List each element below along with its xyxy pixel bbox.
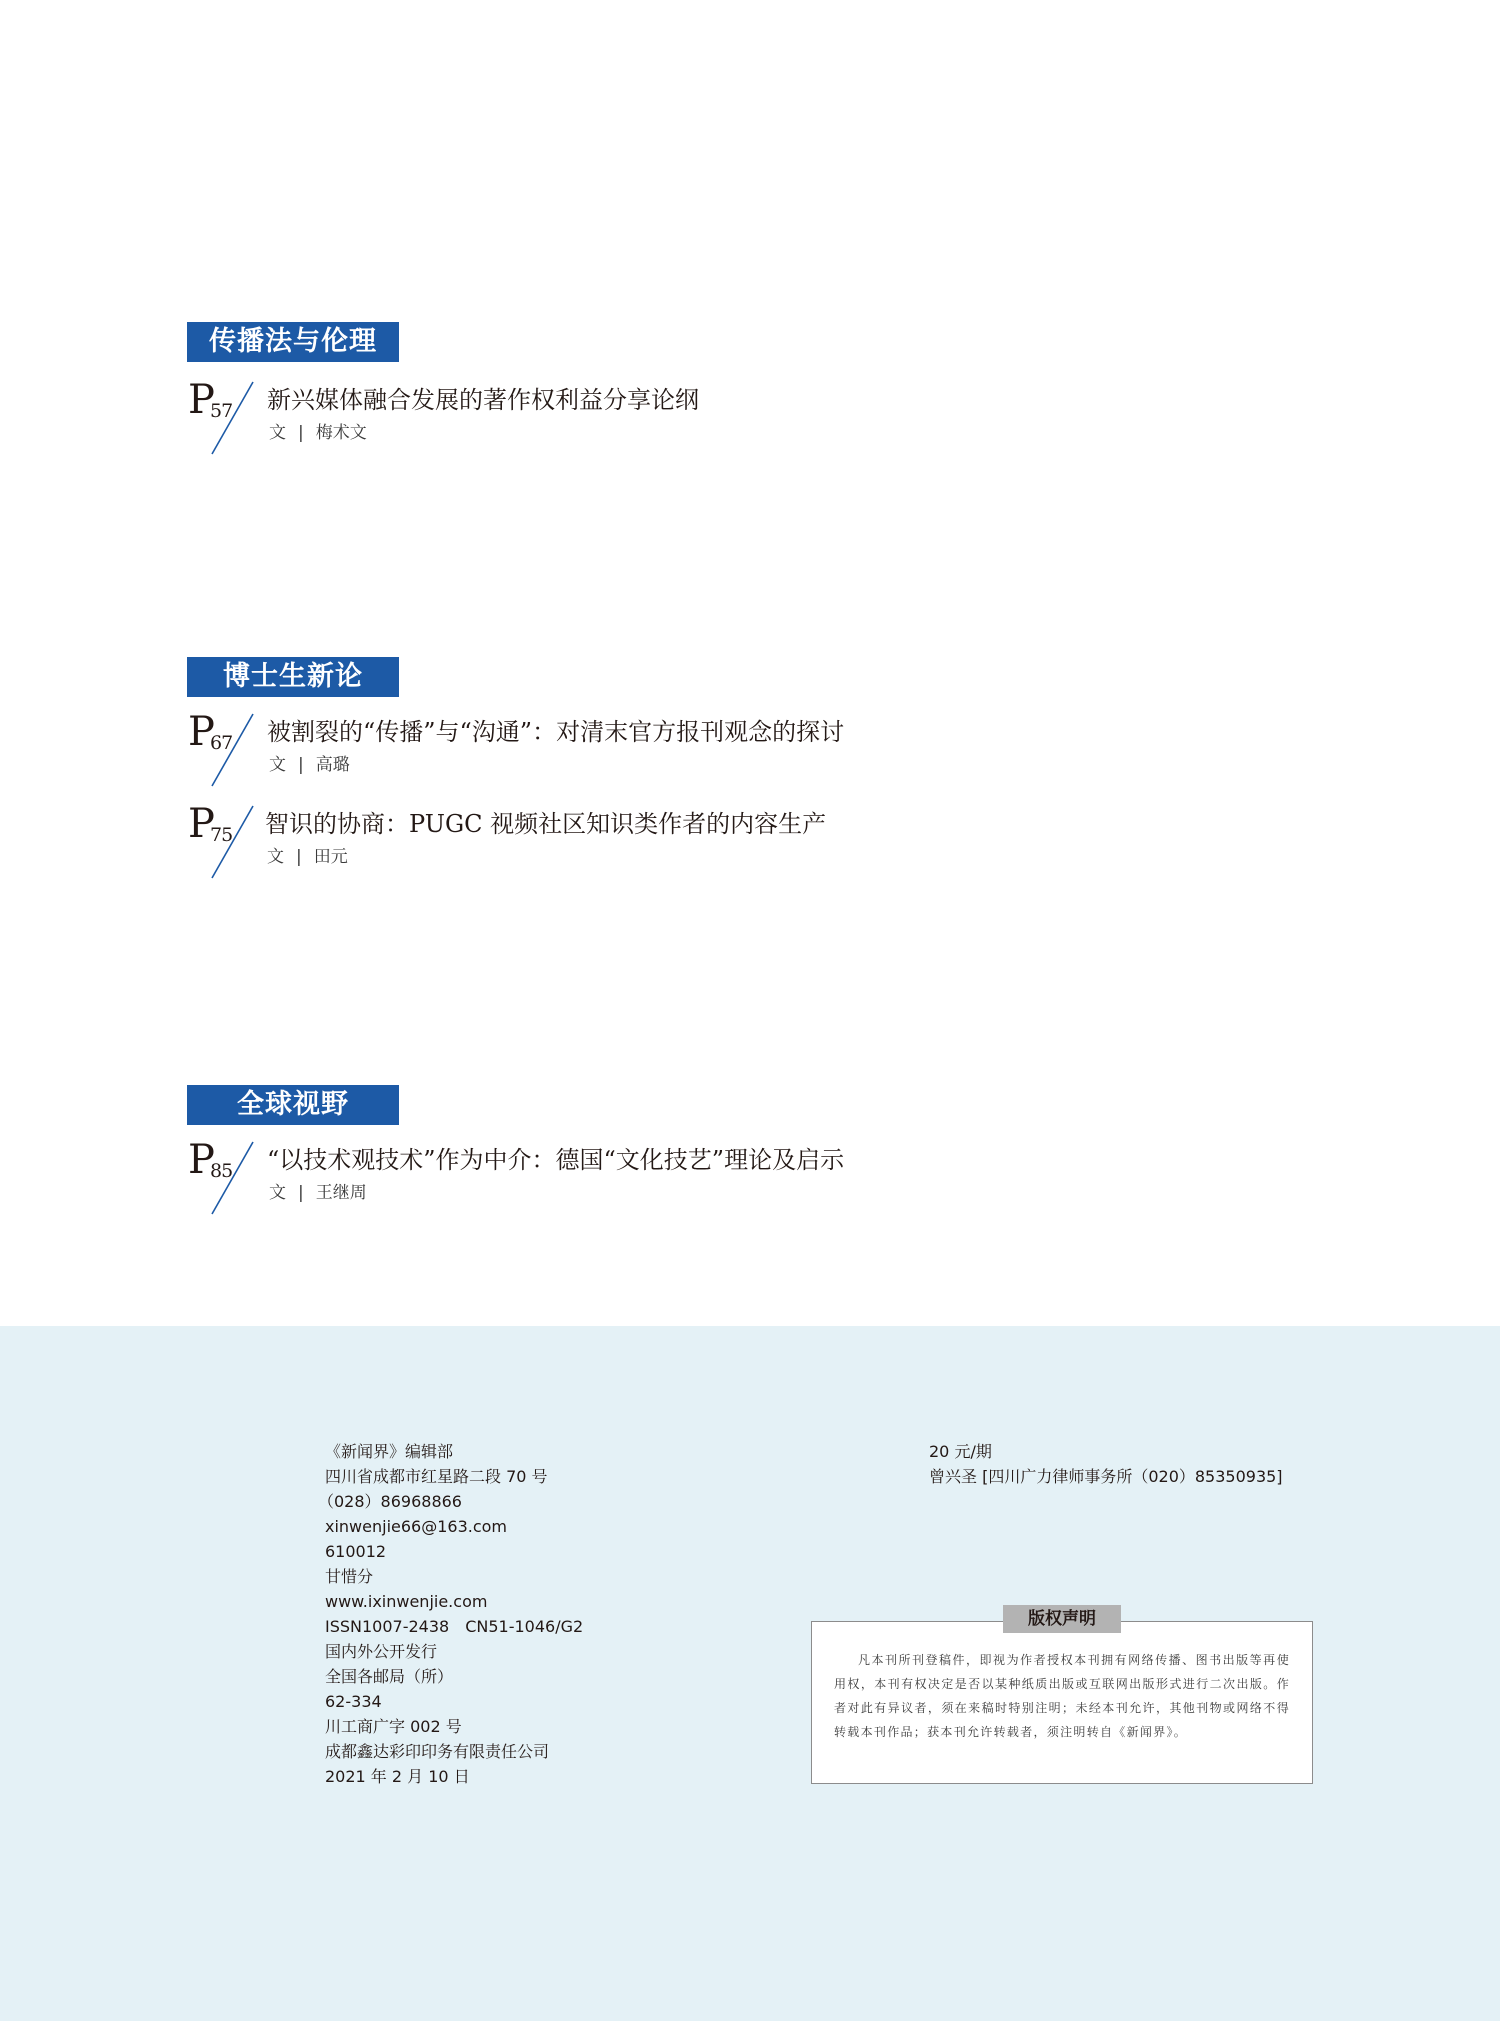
toc-entry[interactable] [187, 801, 1087, 884]
copyright-notice-text: 凡本刊所刊登稿件，即视为作者授权本刊拥有网络传播、图书出版等再使用权，本刊有权决定是否以某种纸质出版或互联网出版形式进行二次出版。作者对此有异议者，须在来稿时特别注明；未经本刊允许，其他刊物或网络不得转载本刊作品；获本刊允许转载者，须注明转自《新闻界》。 [834, 1653, 1290, 1739]
slash-divider-icon [187, 1140, 267, 1220]
slash-divider-icon [187, 804, 267, 884]
slash-divider-icon [187, 380, 267, 460]
page-number: 67 [210, 732, 233, 754]
toc-entry[interactable] [187, 1137, 1087, 1220]
copyright-notice-title: 版权声明 [1003, 1605, 1121, 1633]
page-number: 75 [210, 824, 233, 846]
page-number-mark: P 75 [187, 804, 267, 884]
article-title[interactable]: 智识的协商：PUGC 视频社区知识类作者的内容生产 [265, 810, 827, 838]
article-author: 文 | 王继周 [269, 1183, 367, 1203]
page-number-mark: P 85 [187, 1140, 267, 1220]
article-author: 文 | 梅术文 [269, 423, 367, 443]
section-heading-global-view: 全球视野 [187, 1085, 399, 1125]
page-number-mark: P 57 [187, 380, 267, 460]
toc-entry[interactable] [187, 709, 1087, 792]
page-number-mark: P 67 [187, 712, 267, 792]
section-heading-phd-forum: 博士生新论 [187, 657, 399, 697]
article-title[interactable]: “以技术观技术”作为中介：德国“文化技艺”理论及启示 [267, 1146, 845, 1174]
article-author: 文 | 高璐 [269, 755, 350, 775]
page-number: 85 [210, 1160, 233, 1182]
article-author: 文 | 田元 [267, 847, 348, 867]
section-heading-law-ethics: 传播法与伦理 [187, 322, 399, 362]
article-title[interactable]: 被割裂的“传播”与“沟通”：对清末官方报刊观念的探讨 [267, 718, 845, 746]
page-number: 57 [210, 400, 233, 422]
toc-entry[interactable] [187, 377, 1087, 460]
article-title[interactable]: 新兴媒体融合发展的著作权利益分享论纲 [267, 386, 699, 414]
slash-divider-icon [187, 712, 267, 792]
